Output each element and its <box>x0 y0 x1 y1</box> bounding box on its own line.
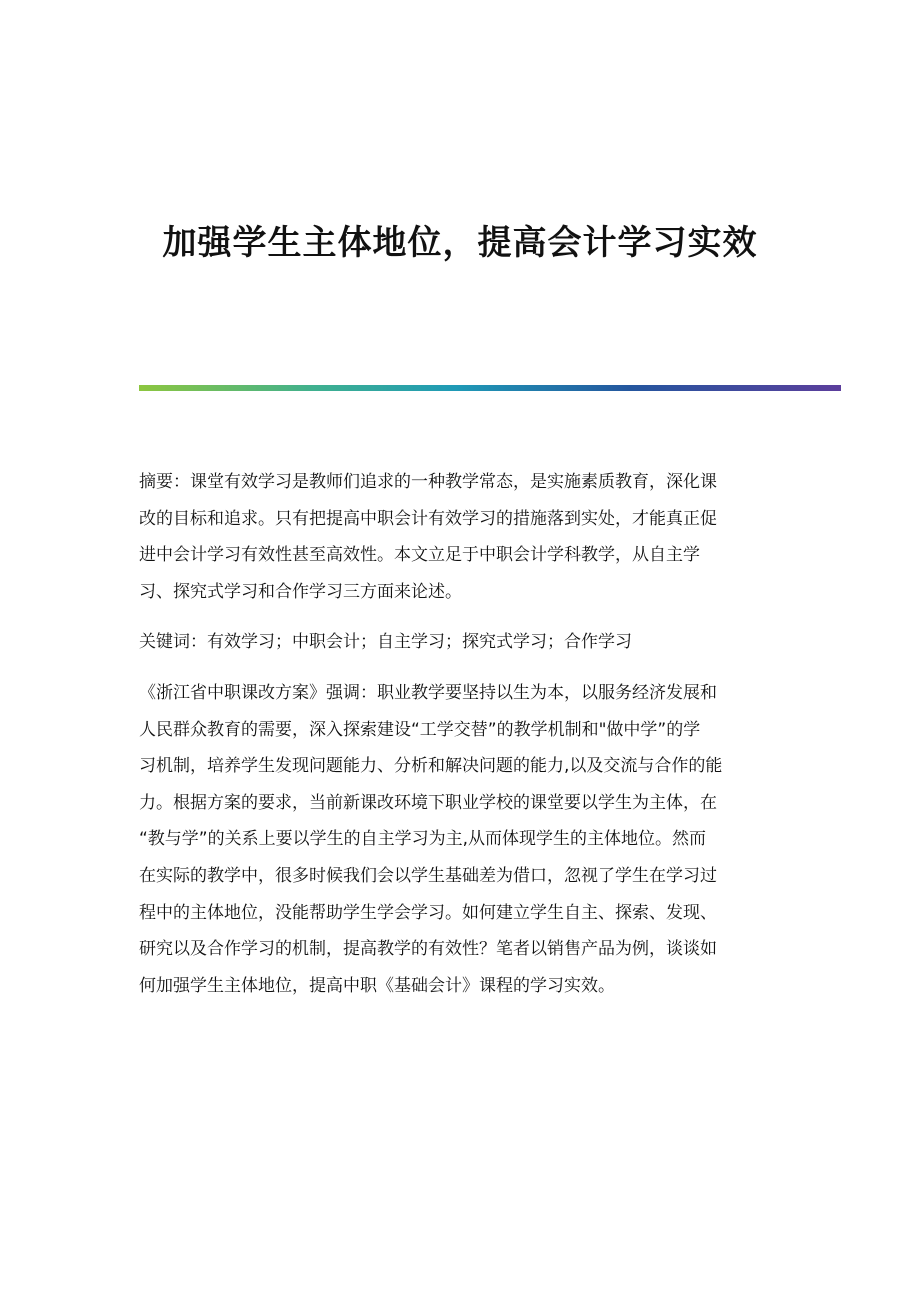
document-body <box>139 464 781 1004</box>
document-title: 加强学生主体地位，提高会计学习实效 <box>162 223 758 263</box>
abstract-paragraph: 摘要：课堂有效学习是教师们追求的一种教学常态，是实施素质教育，深化课 改的目标和追求。只有把提高中职会计有效学习的措施落到实处，才能真正促 进中会计学习有效性甚至高效性。本文立足于中职会计学科教学，从自主学 习、探究式学习和合作学习三方面来论述。 <box>139 472 717 602</box>
intro-paragraph: 《浙江省中职课改方案》强调：职业教学要坚持以生为本，以服务经济发展和 人民群众教育的需要，深入探索建设“工学交替”的教学机制和"做中学”的学 习机制，培养学生发现问题能力、分析和解决问题的能力,以及交流与合作的能 力。根据方案的要求，当前新课改环境下职业学校的课堂要以学生为主体，在 “教与学”的关系上要以学生的自主学习为主,从而体现学生的主体地位。然而 在实际的教学中，很多时候我们会以学生基础差为借口，忽视了学生在学习过 程中的主体地位，没能帮助学生学会学习。如何建立学生自主、探索、发现、 研究以及合作学习的机制，提高教学的有效性？笔者以销售产品为例，谈谈如 何加强学生主体地位，提高中职《基础会计》课程的学习实效。 <box>139 682 723 996</box>
gradient-divider <box>139 385 841 391</box>
keywords-line: 关键词：有效学习；中职会计；自主学习；探究式学习；合作学习 <box>139 632 632 653</box>
